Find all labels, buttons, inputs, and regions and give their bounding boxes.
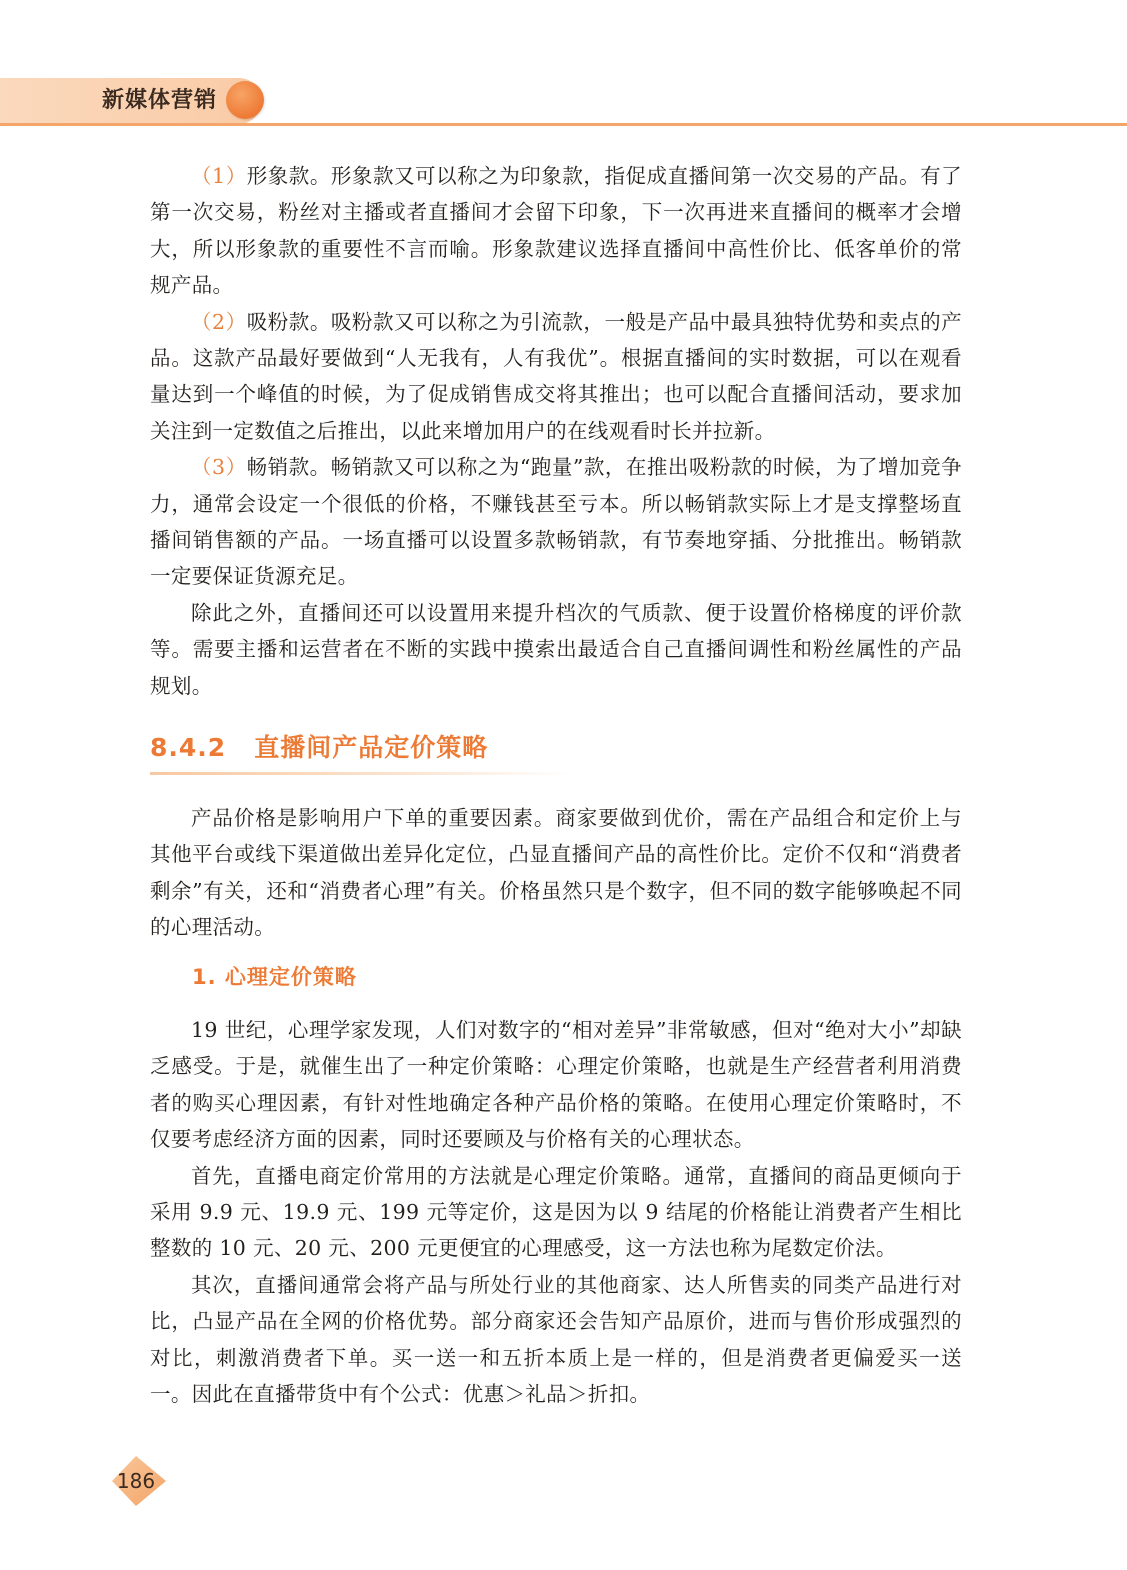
section-number: 8.4.2 xyxy=(150,733,227,762)
paragraph-closing: 除此之外，直播间还可以设置用来提升档次的气质款、便于设置价格梯度的评价款等。需要主播和运营者在不断的实践中摸索出最适合自己直播间调性和粉丝属性的产品规划。 xyxy=(150,600,962,698)
page-number: 186 xyxy=(116,1469,156,1493)
list-number: （2） xyxy=(191,309,247,334)
book-title: 新媒体营销 xyxy=(102,88,218,113)
paragraph-text: 吸粉款。吸粉款又可以称之为引流款，一般是产品中最具独特优势和卖点的产品。这款产品最好要做到“人无我有，人有我优”。根据直播间的实时数据，可以在观看量达到一个峰值的时候，为了促成销售成交将其推出；也可以配合直播间活动，要求加关注到一定数值之后推出，以此来增加用户的在线观看时长并拉新。 xyxy=(150,309,963,443)
paragraph-pricing-intro: 产品价格是影响用户下单的重要因素。商家要做到优价，需在产品组合和定价上与其他平台或线下渠道做出差异化定位，凸显直播间产品的高性价比。定价不仅和“消费者剩余”有关，还和“消费者心理”有关。价格虽然只是个数字，但不同的数字能够唤起不同的心理活动。 xyxy=(150,806,962,940)
paragraph-image-product xyxy=(150,158,962,304)
subsection-title: 1. 心理定价策略 xyxy=(192,965,357,989)
paragraph-traffic-product xyxy=(150,304,962,450)
product-types-section xyxy=(150,158,962,704)
header-circle-ornament xyxy=(226,81,264,119)
psychological-pricing-section xyxy=(150,1012,962,1412)
section-underline xyxy=(150,772,570,775)
list-number: （3） xyxy=(191,455,247,480)
section-heading xyxy=(150,730,570,778)
paragraph-psych-3: 其次，直播间通常会将产品与所处行业的其他商家、达人所售卖的同类产品进行对比，凸显产品在全网的价格优势。部分商家还会告知产品原价，进而与售价形成强烈的对比，刺激消费者下单。买一送一和五折本质上是一样的，但是消费者更偏爱买一送一。因此在直播带货中有个公式：优惠＞礼品＞折扣。 xyxy=(150,1272,962,1407)
paragraph-text: 形象款。形象款又可以称之为印象款，指促成直播间第一次交易的产品。有了第一次交易，粉丝对主播或者直播间才会留下印象，下一次再进来直播间的概率才会增大，所以形象款的重要性不言而喻。形象款建议选择直播间中高性价比、低客单价的常规产品。 xyxy=(150,164,963,298)
paragraph-psych-1: 19 世纪，心理学家发现，人们对数字的“相对差异”非常敏感，但对“绝对大小”却缺乏感受。于是，就催生出了一种定价策略：心理定价策略，也就是生产经营者利用消费者的购买心理因素，有针对性地确定各种产品价格的策略。在使用心理定价策略时，不仅要考虑经济方面的因素，同时还要顾及与价格有关的心理状态。 xyxy=(150,1018,962,1152)
page-number-badge xyxy=(108,1450,170,1512)
paragraph-text: 畅销款。畅销款又可以称之为“跑量”款，在推出吸粉款的时候，为了增加竞争力，通常会设定一个很低的价格，不赚钱甚至亏本。所以畅销款实际上才是支撑整场直播间销售额的产品。一场直播可以设置多款畅销款，有节奏地穿插、分批推出。畅销款一定要保证货源充足。 xyxy=(150,455,963,589)
list-number: （1） xyxy=(191,164,247,188)
pricing-intro xyxy=(150,800,962,946)
header-rule xyxy=(0,123,1127,126)
paragraph-bestseller-product xyxy=(150,449,962,595)
paragraph-psych-2: 首先，直播电商定价常用的方法就是心理定价策略。通常，直播间的商品更倾向于采用 9.9 元、19.9 元、199 元等定价，这是因为以 9 结尾的价格能让消费者产生相比整数的 10 元、20 元、200 元更便宜的心理感受，这一方法也称为尾数定价法。 xyxy=(150,1163,962,1261)
section-title: 直播间产品定价策略 xyxy=(254,733,489,762)
